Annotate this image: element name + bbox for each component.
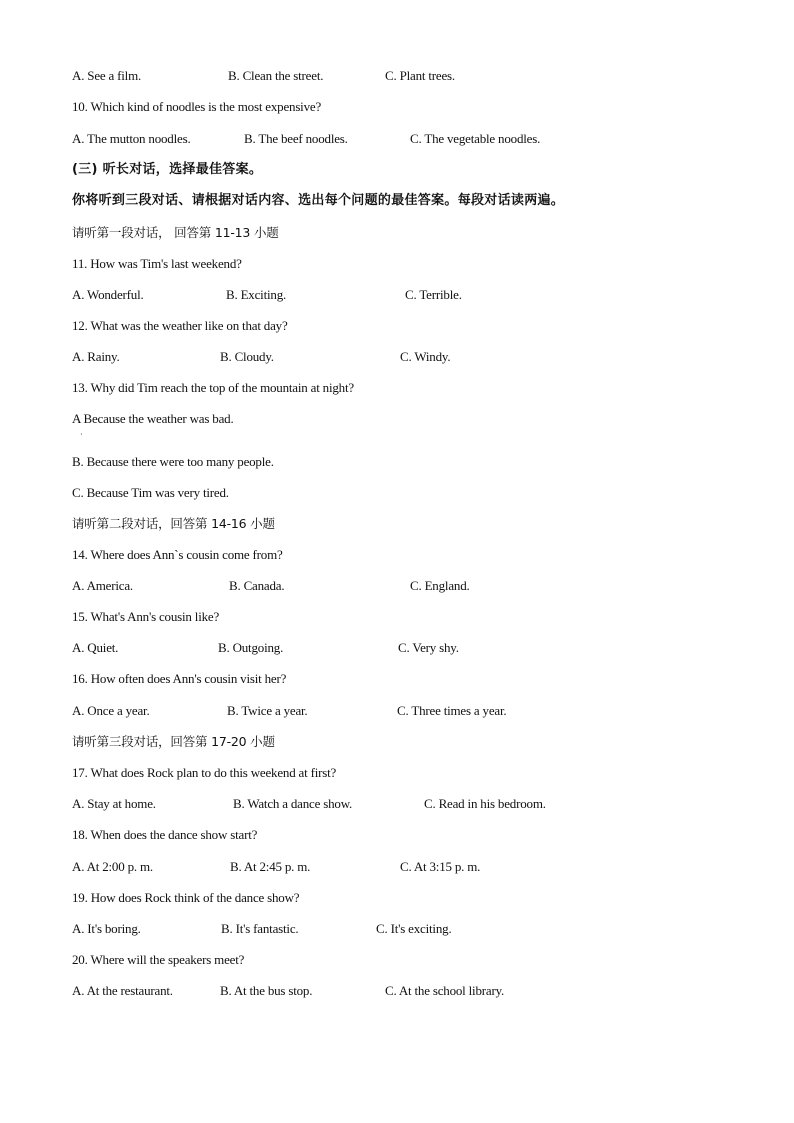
q19-question: 19. How does Rock think of the dance show?: [72, 890, 300, 905]
q13-option-c: C. Because Tim was very tired.: [72, 485, 229, 500]
q12-question: 12. What was the weather like on that day?: [72, 318, 288, 333]
q17-option-a: A. Stay at home.: [72, 796, 156, 811]
q10-option-c: C. The vegetable noodles.: [410, 131, 541, 146]
q15-question: 15. What's Ann's cousin like?: [72, 609, 220, 624]
q20-option-b: B. At the bus stop.: [220, 983, 313, 998]
q14-question: 14. Where does Ann`s cousin come from?: [72, 547, 283, 562]
q19-option-b: B. It's fantastic.: [221, 921, 299, 936]
dialogue-2-intro: 请听第二段对话，回答第 14-16 小题: [72, 516, 275, 531]
q20-question: 20. Where will the speakers meet?: [72, 952, 245, 967]
q16-option-a: A. Once a year.: [72, 703, 150, 718]
q10-option-b: B. The beef noodles.: [244, 131, 348, 146]
section-instruction: 你将听到三段对话、请根据对话内容、选出每个问题的最佳答案。每段对话读两遍。: [72, 193, 565, 208]
q17-option-c: C. Read in his bedroom.: [424, 796, 546, 811]
q20-option-a: A. At the restaurant.: [72, 983, 173, 998]
q18-option-b: B. At 2:45 p. m.: [230, 859, 311, 874]
q9-option-b: B. Clean the street.: [228, 68, 324, 83]
q9-option-c: C. Plant trees.: [385, 68, 455, 83]
q17-option-b: B. Watch a dance show.: [233, 796, 353, 811]
q18-option-c: C. At 3:15 p. m.: [400, 859, 481, 874]
q11-option-a: A. Wonderful.: [72, 287, 144, 302]
q19-option-a: A. It's boring.: [72, 921, 141, 936]
q14-option-b: B. Canada.: [229, 578, 285, 593]
q18-option-a: A. At 2:00 p. m.: [72, 859, 153, 874]
q20-option-c: C. At the school library.: [385, 983, 505, 998]
q16-option-c: C. Three times a year.: [397, 703, 507, 718]
q15-option-a: A. Quiet.: [72, 640, 119, 655]
q11-option-c: C. Terrible.: [405, 287, 462, 302]
q13-option-a: A Because the weather was bad.: [72, 411, 234, 426]
q13-option-b: B. Because there were too many people.: [72, 454, 274, 469]
q10-option-a: A. The mutton noodles.: [72, 131, 191, 146]
q16-question: 16. How often does Ann's cousin visit her?: [72, 671, 287, 686]
q15-option-b: B. Outgoing.: [218, 640, 284, 655]
q9-option-a: A. See a film.: [72, 68, 142, 83]
q11-question: 11. How was Tim's last weekend?: [72, 256, 242, 271]
dialogue-1-intro: 请听第一段对话， 回答第 11-13 小题: [72, 225, 279, 240]
q14-option-c: C. England.: [410, 578, 470, 593]
q16-option-b: B. Twice a year.: [227, 703, 308, 718]
q12-option-b: B. Cloudy.: [220, 349, 274, 364]
dialogue-3-intro: 请听第三段对话，回答第 17-20 小题: [72, 734, 275, 749]
q17-question: 17. What does Rock plan to do this weekend at first?: [72, 765, 337, 780]
q18-question: 18. When does the dance show start?: [72, 827, 258, 842]
q10-question: 10. Which kind of noodles is the most expensive?: [72, 99, 322, 114]
q12-option-c: C. Windy.: [400, 349, 451, 364]
q12-option-a: A. Rainy.: [72, 349, 120, 364]
q15-option-c: C. Very shy.: [398, 640, 459, 655]
q13-question: 13. Why did Tim reach the top of the mountain at night?: [72, 380, 354, 395]
q13-option-a-dot: ·: [80, 430, 83, 439]
q19-option-c: C. It's exciting.: [376, 921, 452, 936]
q11-option-b: B. Exciting.: [226, 287, 287, 302]
section-heading: (三) 听长对话，选择最佳答案。: [72, 162, 263, 177]
q14-option-a: A. America.: [72, 578, 133, 593]
